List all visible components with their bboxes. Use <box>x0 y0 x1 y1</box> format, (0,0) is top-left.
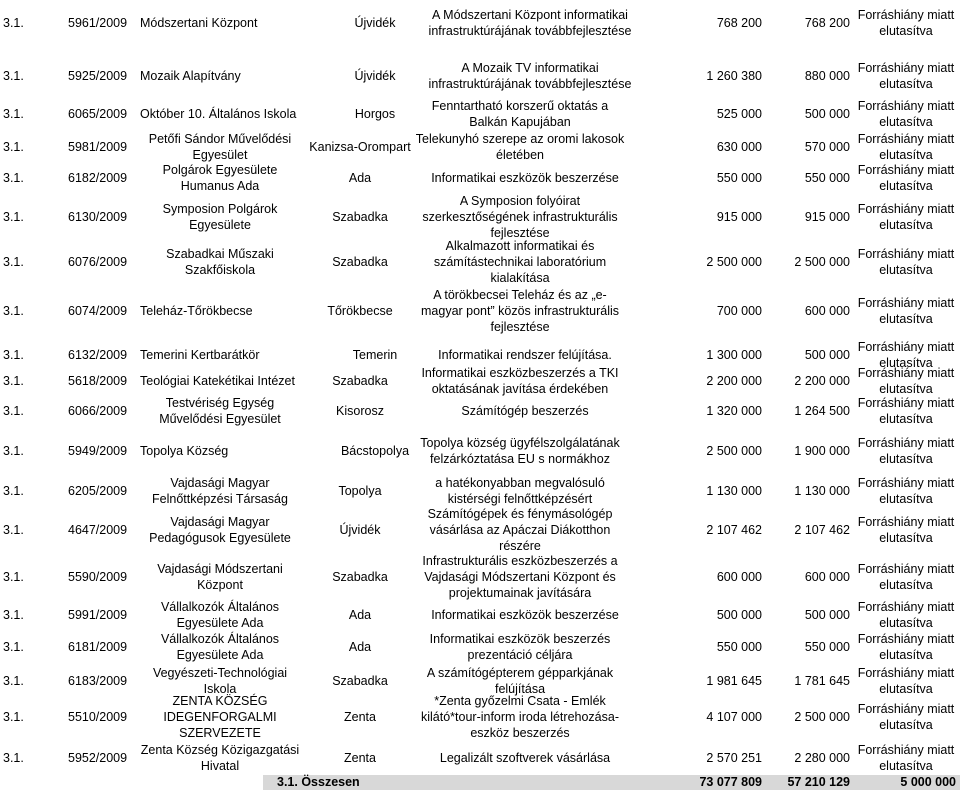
decision-status: Forráshiány miatt <box>857 8 955 22</box>
decision-status: elutasítva <box>879 616 933 630</box>
city-name: Zenta <box>344 710 376 724</box>
organization-name: Vegyészeti-Technológiai <box>152 666 288 680</box>
table-row <box>0 194 960 240</box>
project-purpose: életében <box>496 148 544 162</box>
requested-amount: 2 500 000 <box>706 255 762 269</box>
table-row <box>0 393 960 429</box>
decision-status: elutasítva <box>879 412 933 426</box>
table-row <box>0 239 960 285</box>
application-number: 6074/2009 <box>68 304 128 318</box>
requested-amount: 550 000 <box>716 640 762 654</box>
requested-amount: 2 500 000 <box>706 444 762 458</box>
project-purpose: infrastruktúrájának továbbfejlesztése <box>428 77 632 91</box>
table-row <box>0 4 960 42</box>
section-code: 3.1. <box>3 69 24 83</box>
granted-amount: 2 107 462 <box>794 523 850 537</box>
requested-amount: 1 981 645 <box>706 674 762 688</box>
city-name: Szabadka <box>332 374 388 388</box>
table-row <box>0 57 960 95</box>
project-purpose: Vajdasági Módszertani Központ és <box>424 570 616 584</box>
decision-status: elutasítva <box>879 682 933 696</box>
organization-name: Topolya Község <box>140 444 229 458</box>
decision-status: Forráshiány miatt <box>857 340 955 354</box>
granted-amount: 1 781 645 <box>794 674 850 688</box>
city-name: Szabadka <box>332 674 388 688</box>
city-name: Kanizsa-Orompart <box>309 140 411 154</box>
project-purpose: kilátó*tour-inform iroda létrehozása- <box>420 710 619 724</box>
project-purpose: magyar pont” közös infrastrukturális <box>421 304 619 318</box>
organization-name: Teleház-Tőrökbecse <box>140 304 253 318</box>
application-number: 6130/2009 <box>68 210 128 224</box>
total-requested: 73 077 809 <box>699 775 762 789</box>
project-purpose: kistérségi felnőttképzésért <box>447 492 593 506</box>
project-purpose: Legalizált szoftverek vásárlása <box>439 751 611 765</box>
project-purpose: A Symposion folyóirat <box>459 194 581 208</box>
granted-amount: 550 000 <box>804 640 850 654</box>
decision-status: Forráshiány miatt <box>857 436 955 450</box>
granted-amount: 550 000 <box>804 171 850 185</box>
section-code: 3.1. <box>3 374 24 388</box>
city-name: Ada <box>348 171 372 185</box>
organization-name: Módszertani Központ <box>140 16 258 30</box>
organization-name: Petőfi Sándor Művelődési <box>148 132 292 146</box>
project-purpose: Topolya község ügyfélszolgálatának <box>420 436 620 450</box>
total-granted: 57 210 129 <box>787 775 850 789</box>
decision-status: Forráshiány miatt <box>857 515 955 529</box>
project-purpose: kialakítása <box>490 271 550 285</box>
requested-amount: 630 000 <box>716 140 762 154</box>
project-purpose: Telekunyhó szerepe az oromi lakosok <box>415 132 625 146</box>
requested-amount: 525 000 <box>716 107 762 121</box>
granted-amount: 2 500 000 <box>794 710 850 724</box>
decision-status: elutasítva <box>879 356 933 370</box>
table-row <box>0 553 960 601</box>
application-number: 5590/2009 <box>68 570 128 584</box>
project-purpose: Informatikai eszközök beszerzés <box>429 632 611 646</box>
section-code: 3.1. <box>3 140 24 154</box>
application-number: 5925/2009 <box>68 69 128 83</box>
requested-amount: 2 570 251 <box>706 751 762 765</box>
application-number: 6065/2009 <box>68 107 128 121</box>
application-number: 6182/2009 <box>68 171 128 185</box>
project-purpose: Alkalmazott informatikai és <box>445 239 595 253</box>
decision-status: Forráshiány miatt <box>857 666 955 680</box>
application-number: 5991/2009 <box>68 608 128 622</box>
granted-amount: 600 000 <box>804 570 850 584</box>
decision-status: Forráshiány miatt <box>857 99 955 113</box>
project-purpose: prezentáció céljára <box>467 648 573 662</box>
project-purpose: részére <box>499 539 541 553</box>
decision-status: Forráshiány miatt <box>857 61 955 75</box>
project-purpose: Számítógépek és fénymásológép <box>427 507 613 521</box>
organization-name: SZERVEZETE <box>179 726 261 740</box>
city-name: Bácstopolya <box>340 444 410 458</box>
decision-status: Forráshiány miatt <box>857 600 955 614</box>
application-number: 6181/2009 <box>68 640 128 654</box>
organization-name: Október 10. Általános Iskola <box>140 107 297 121</box>
decision-status: elutasítva <box>879 24 933 38</box>
project-purpose: a hatékonyabban megvalósuló <box>435 476 605 490</box>
requested-amount: 1 320 000 <box>706 404 762 418</box>
requested-amount: 915 000 <box>716 210 762 224</box>
decision-status: Forráshiány miatt <box>857 396 955 410</box>
decision-status: Forráshiány miatt <box>857 132 955 146</box>
decision-status: Forráshiány miatt <box>857 702 955 716</box>
section-code: 3.1. <box>3 348 24 362</box>
organization-name: Központ <box>197 578 243 592</box>
requested-amount: 2 200 000 <box>706 374 762 388</box>
organization-name: IDEGENFORGALMI <box>163 710 277 724</box>
decision-status: elutasítva <box>879 382 933 396</box>
decision-status: elutasítva <box>879 312 933 326</box>
project-purpose: eszköz beszerzés <box>470 726 570 740</box>
decision-status: Forráshiány miatt <box>857 632 955 646</box>
organization-name: Vajdasági Módszertani <box>157 562 283 576</box>
section-code: 3.1. <box>3 171 24 185</box>
requested-amount: 500 000 <box>716 608 762 622</box>
decision-status: Forráshiány miatt <box>857 562 955 576</box>
decision-status: elutasítva <box>879 718 933 732</box>
application-number: 6205/2009 <box>68 484 128 498</box>
table-row <box>0 99 960 129</box>
decision-status: elutasítva <box>879 115 933 129</box>
city-name: Újvidék <box>354 69 396 83</box>
decision-status: elutasítva <box>879 263 933 277</box>
organization-name: Hivatal <box>200 759 240 773</box>
project-purpose: A Módszertani Központ informatikai <box>432 8 628 22</box>
city-name: Szabadka <box>332 255 388 269</box>
city-name: Temerin <box>352 348 398 362</box>
decision-status: Forráshiány miatt <box>857 743 955 757</box>
table-row <box>0 161 960 195</box>
section-code: 3.1. <box>3 484 24 498</box>
decision-status: Forráshiány miatt <box>857 476 955 490</box>
application-number: 5510/2009 <box>68 710 128 724</box>
total-label: 3.1. Összesen <box>277 775 360 789</box>
requested-amount: 600 000 <box>716 570 762 584</box>
table-row <box>0 693 960 741</box>
project-purpose: Fenntartható korszerű oktatás a <box>431 99 609 113</box>
city-name: Topolya <box>338 484 382 498</box>
application-number: 5981/2009 <box>68 140 128 154</box>
section-code: 3.1. <box>3 523 24 537</box>
organization-name: ZENTA KÖZSÉG <box>172 694 268 708</box>
application-number: 6132/2009 <box>68 348 128 362</box>
decision-status: elutasítva <box>879 148 933 162</box>
decision-status: Forráshiány miatt <box>857 163 955 177</box>
project-purpose: Informatikai eszközök beszerzése <box>431 171 619 185</box>
requested-amount: 4 107 000 <box>706 710 762 724</box>
project-purpose: Informatikai rendszer felújítása. <box>438 348 612 362</box>
application-number: 5961/2009 <box>68 16 128 30</box>
decision-status: elutasítva <box>879 77 933 91</box>
application-number: 5618/2009 <box>68 374 128 388</box>
application-number: 6076/2009 <box>68 255 128 269</box>
organization-name: Mozaik Alapítvány <box>140 69 241 83</box>
decision-status: elutasítva <box>879 492 933 506</box>
decision-status: elutasítva <box>879 759 933 773</box>
organization-name: Művelődési Egyesület <box>159 412 281 426</box>
total-status-amount: 5 000 000 <box>900 775 956 789</box>
project-purpose: *Zenta győzelmi Csata - Emlék <box>434 694 606 708</box>
project-purpose: Számítógép beszerzés <box>461 404 589 418</box>
project-purpose: szerkesztőségének infrastrukturális <box>422 210 618 224</box>
organization-name: Testvériség Egység <box>165 396 275 410</box>
city-name: Szabadka <box>332 570 388 584</box>
city-name: Szabadka <box>332 210 388 224</box>
organization-name: Egyesülete Ada <box>176 616 264 630</box>
project-purpose: felzárkóztatása EU s normákhoz <box>430 452 610 466</box>
organization-name: Polgárok Egyesülete <box>162 163 278 177</box>
organization-name: Symposion Polgárok <box>162 202 278 216</box>
section-code: 3.1. <box>3 404 24 418</box>
granted-amount: 1 264 500 <box>794 404 850 418</box>
table-row <box>0 630 960 664</box>
granted-amount: 500 000 <box>804 608 850 622</box>
decision-status: elutasítva <box>879 179 933 193</box>
application-number: 5949/2009 <box>68 444 128 458</box>
decision-status: elutasítva <box>879 218 933 232</box>
application-number: 5952/2009 <box>68 751 128 765</box>
decision-status: elutasítva <box>879 452 933 466</box>
section-code: 3.1. <box>3 608 24 622</box>
organization-name: Teológiai Katekétikai Intézet <box>140 374 295 388</box>
organization-name: Zenta Község Közigazgatási <box>140 743 300 757</box>
organization-name: Szabadkai Műszaki <box>166 247 274 261</box>
city-name: Kisorosz <box>336 404 384 418</box>
granted-amount: 600 000 <box>804 304 850 318</box>
city-name: Újvidék <box>339 523 381 537</box>
granted-amount: 880 000 <box>804 69 850 83</box>
section-code: 3.1. <box>3 255 24 269</box>
granted-amount: 500 000 <box>804 107 850 121</box>
application-number: 4647/2009 <box>68 523 128 537</box>
section-code: 3.1. <box>3 304 24 318</box>
requested-amount: 700 000 <box>716 304 762 318</box>
project-purpose: Balkán Kapujában <box>469 115 571 129</box>
table-row <box>0 433 960 469</box>
organization-name: Vajdasági Magyar <box>170 476 270 490</box>
project-purpose: oktatásának javítása érdekében <box>431 382 609 396</box>
city-name: Ada <box>348 640 372 654</box>
granted-amount: 1 900 000 <box>794 444 850 458</box>
organization-name: Iskola <box>203 682 237 696</box>
project-purpose: számítástechnikai laboratórium <box>433 255 607 269</box>
organization-name: Vállalkozók Általános <box>160 600 280 614</box>
organization-name: Egyesülete Ada <box>176 648 264 662</box>
project-purpose: A Mozaik TV informatikai <box>461 61 599 75</box>
granted-amount: 500 000 <box>804 348 850 362</box>
section-code: 3.1. <box>3 444 24 458</box>
organization-name: Egyesület <box>192 148 248 162</box>
granted-amount: 2 200 000 <box>794 374 850 388</box>
table-row <box>0 598 960 632</box>
granted-amount: 768 200 <box>804 16 850 30</box>
organization-name: Felnőttképzési Társaság <box>152 492 288 506</box>
granted-amount: 2 280 000 <box>794 751 850 765</box>
requested-amount: 1 130 000 <box>706 484 762 498</box>
organization-name: Vállalkozók Általános <box>160 632 280 646</box>
project-purpose: Informatikai eszközbeszerzés a TKI <box>421 366 619 380</box>
city-name: Ada <box>348 608 372 622</box>
project-purpose: projektumainak javítására <box>448 586 592 600</box>
city-name: Tőrökbecse <box>327 304 393 318</box>
table-row <box>0 129 960 164</box>
organization-name: Vajdasági Magyar <box>170 515 270 529</box>
decision-status: elutasítva <box>879 648 933 662</box>
project-purpose: A törökbecsei Teleház és az „e- <box>433 288 607 302</box>
project-purpose: Infrastrukturális eszközbeszerzés a <box>422 554 618 568</box>
organization-name: Egyesülete <box>189 218 251 232</box>
decision-status: elutasítva <box>879 531 933 545</box>
project-purpose: fejlesztése <box>490 320 550 334</box>
decision-status: Forráshiány miatt <box>857 247 955 261</box>
decision-status: Forráshiány miatt <box>857 366 955 380</box>
organization-name: Humanus Ada <box>180 179 260 193</box>
organization-name: Pedagógusok Egyesülete <box>149 531 291 545</box>
application-number: 6066/2009 <box>68 404 128 418</box>
table-row <box>0 740 960 776</box>
section-code: 3.1. <box>3 751 24 765</box>
decision-status: elutasítva <box>879 578 933 592</box>
project-purpose: fejlesztése <box>490 226 550 240</box>
city-name: Zenta <box>344 751 376 765</box>
granted-amount: 1 130 000 <box>794 484 850 498</box>
granted-amount: 915 000 <box>804 210 850 224</box>
section-code: 3.1. <box>3 570 24 584</box>
organization-name: Temerini Kertbarátkör <box>140 348 260 362</box>
project-purpose: Informatikai eszközök beszerzése <box>431 608 619 622</box>
table-row <box>0 286 960 336</box>
granted-amount: 570 000 <box>804 140 850 154</box>
decision-status: Forráshiány miatt <box>857 296 955 310</box>
requested-amount: 1 300 000 <box>706 348 762 362</box>
total-row <box>263 775 960 790</box>
decision-status: Forráshiány miatt <box>857 202 955 216</box>
section-code: 3.1. <box>3 710 24 724</box>
section-code: 3.1. <box>3 674 24 688</box>
city-name: Horgos <box>354 107 396 121</box>
section-code: 3.1. <box>3 640 24 654</box>
project-purpose: infrastruktúrájának továbbfejlesztése <box>428 24 632 38</box>
requested-amount: 1 260 380 <box>706 69 762 83</box>
city-name: Újvidék <box>354 16 396 30</box>
requested-amount: 550 000 <box>716 171 762 185</box>
project-purpose: vásárlása az Apáczai Diákotthon <box>429 523 611 537</box>
section-code: 3.1. <box>3 210 24 224</box>
requested-amount: 2 107 462 <box>706 523 762 537</box>
requested-amount: 768 200 <box>716 16 762 30</box>
table-row <box>0 474 960 508</box>
organization-name: Szakfőiskola <box>184 263 256 277</box>
section-code: 3.1. <box>3 107 24 121</box>
application-number: 6183/2009 <box>68 674 128 688</box>
project-purpose: felújítása <box>494 682 546 696</box>
section-code: 3.1. <box>3 16 24 30</box>
granted-amount: 2 500 000 <box>794 255 850 269</box>
table-row <box>0 506 960 554</box>
project-purpose: A számítógépterem gépparkjának <box>426 666 614 680</box>
